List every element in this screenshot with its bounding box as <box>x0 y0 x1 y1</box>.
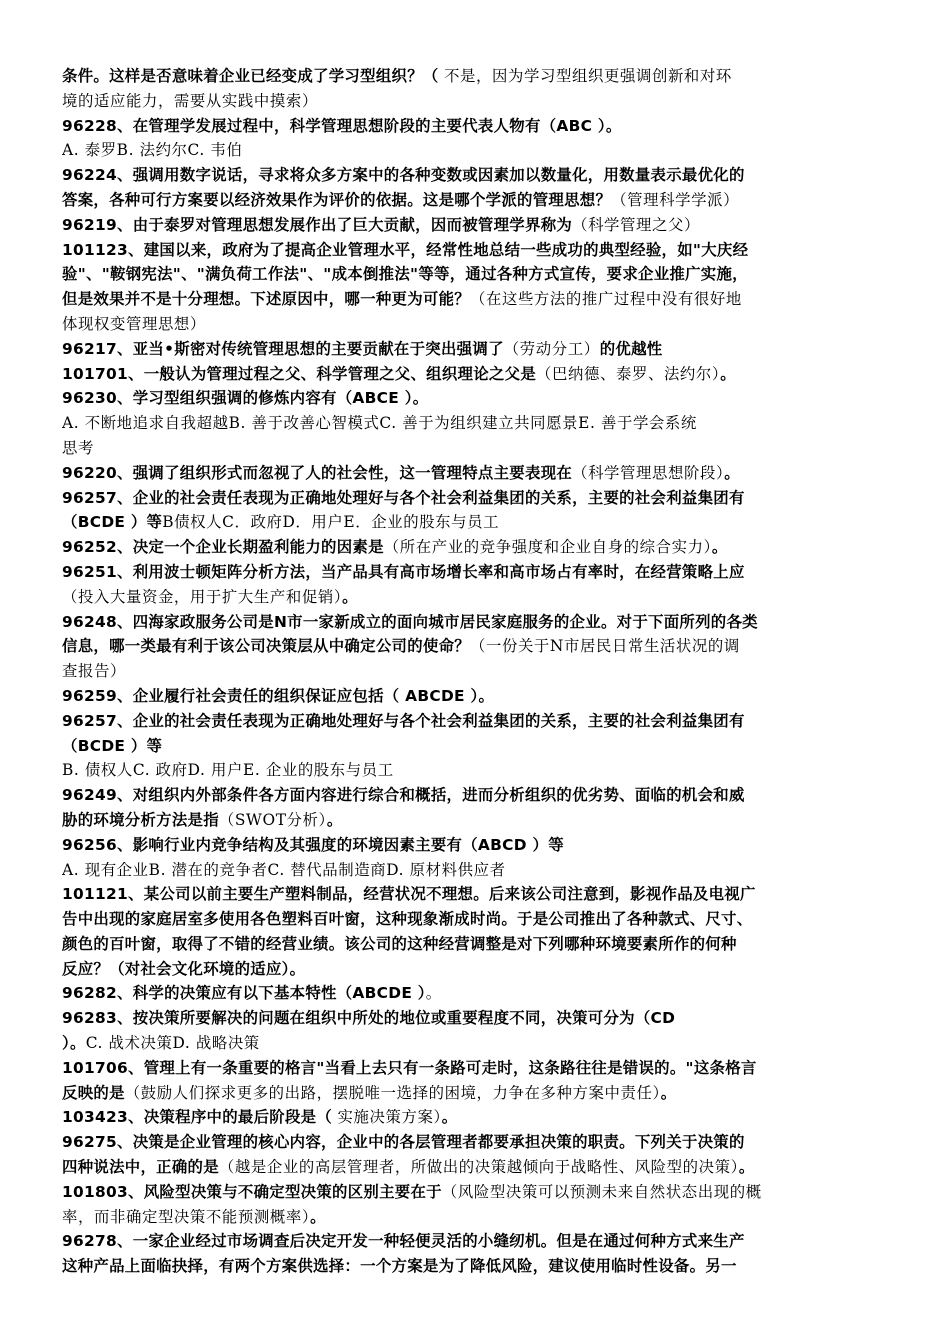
question-text: 。 <box>342 587 358 606</box>
qa-entry <box>62 882 898 981</box>
question-text: 条件。这样是否意味着企业已经变成了学习型组织？（ <box>62 67 439 85</box>
text-line <box>62 436 898 461</box>
qa-entry <box>62 337 898 362</box>
text-line <box>62 659 898 684</box>
text-line <box>62 1105 898 1130</box>
answer-text: 率，而非确定型决策不能预测概率） <box>62 1207 311 1226</box>
text-line <box>62 1254 898 1279</box>
question-text: 96259、企业履行社会责任的组织保证应包括（ ABCDE ）。 <box>62 686 495 705</box>
answer-text: （管理科学学派） <box>611 190 740 209</box>
text-line <box>62 1031 898 1056</box>
text-line <box>62 1130 898 1155</box>
question-text: 信息，哪一类最有利于该公司决策层从中确定公司的使命？ <box>62 637 470 656</box>
question-text: 。 <box>441 1108 458 1127</box>
answer-text: （SWOT分析） <box>218 810 327 829</box>
text-line <box>62 610 898 635</box>
answer-text: （在这些方法的推广过程中没有很好地 <box>469 290 742 309</box>
answer-text: （劳动分工） <box>503 339 600 358</box>
question-text: 答案，各种可行方案要以经济效果作为评价的依据。这是哪个学派的管理思想？ <box>62 190 612 209</box>
qa-entry <box>62 163 898 213</box>
question-text: 96249、对组织内外部条件各方面内容进行综合和概括，进而分析组织的优劣势、面临的机会和威 <box>62 786 745 805</box>
qa-entry <box>62 461 898 486</box>
question-text: 96256、影响行业内竞争结构及其强度的环境因素主要有（ABCD ）等 <box>62 835 564 854</box>
text-line <box>62 1006 898 1031</box>
text-line <box>62 758 898 783</box>
question-text: 101701、一般认为管理过程之父、科学管理之父、组织理论之父是 <box>62 364 537 383</box>
answer-text: （越是企业的高层管理者，所做出的决策越倾向于战略性、风险型的决策） <box>218 1158 739 1177</box>
text-line <box>62 1180 898 1205</box>
answer-text: （所在产业的竞争强度和企业自身的综合实力） <box>383 538 712 557</box>
text-line <box>62 734 898 759</box>
text-line <box>62 238 898 263</box>
text-line <box>62 833 898 858</box>
qa-entry <box>62 783 898 833</box>
qa-entry <box>62 64 898 114</box>
qa-entry <box>62 386 898 460</box>
answer-text: （鼓励人们探求更多的出路，摆脱唯一选择的困境，力争在多种方案中责任） <box>124 1083 661 1102</box>
question-text: 96252、决定一个企业长期盈利能力的因素是 <box>62 538 384 557</box>
question-text: 96219、由于泰罗对管理思想发展作出了巨大贡献，因而被管理学界称为 <box>62 215 573 234</box>
text-line <box>62 188 898 213</box>
text-line <box>62 1155 898 1180</box>
qa-entry <box>62 486 898 536</box>
text-line <box>62 907 898 932</box>
text-line <box>62 1205 898 1230</box>
question-text: 96220、强调了组织形式而忽视了人的社会性，这一管理特点主要表现在 <box>62 463 573 482</box>
question-text: 但是效果并不是十分理想。下述原因中，哪一种更为可能？ <box>62 290 470 309</box>
question-text: 。 <box>326 810 343 829</box>
option-text: A. 不断地追求自我超越B. 善于改善心智模式C. 善于为组织建立共同愿景E. 善于学会系统 <box>62 414 697 433</box>
question-text: 。 <box>711 538 728 557</box>
qa-entry <box>62 1180 898 1230</box>
text-line <box>62 1081 898 1106</box>
option-text: C. 战术决策D. 战略决策 <box>85 1034 260 1053</box>
text-line <box>62 783 898 808</box>
text-line <box>62 634 898 659</box>
text-line <box>62 362 898 387</box>
text-line <box>62 932 898 957</box>
question-text: 反应？（对社会文化环境的适应）。 <box>62 959 306 978</box>
question-text: 。 <box>660 1083 677 1102</box>
text-line <box>62 138 898 163</box>
text-line <box>62 1229 898 1254</box>
question-text: 颜色的百叶窗，取得了不错的经营业绩。该公司的这种经营调整是对下列哪种环境要素所作的何种 <box>62 934 737 953</box>
text-line <box>62 684 898 709</box>
question-text: 胁的环境分析方法是指 <box>62 810 219 829</box>
question-text: ）。 <box>62 1034 86 1053</box>
question-text: （BCDE ）等 <box>62 736 163 755</box>
qa-entry <box>62 535 898 560</box>
question-text: 验"、"鞍钢宪法"、"满负荷工作法"、"成本倒推法"等等，通过各种方式宣传，要求企业推广实施， <box>62 265 748 284</box>
text-line <box>62 957 898 982</box>
qa-entry <box>62 684 898 709</box>
text-line <box>62 585 898 610</box>
answer-text: （一份关于N市居民日常生活状况的调 <box>469 637 740 656</box>
text-line <box>62 461 898 486</box>
qa-entry <box>62 560 898 610</box>
question-text: 103423、决策程序中的最后阶段是（ <box>62 1108 333 1127</box>
question-text: 。 <box>720 364 736 383</box>
question-text: 。 <box>310 1207 326 1226</box>
qa-entry <box>62 1105 898 1130</box>
qa-entry <box>62 1006 898 1056</box>
qa-entry <box>62 1130 898 1180</box>
answer-text: （风险型决策可以预测未来自然状态出现的概 <box>441 1182 762 1201</box>
question-text: 96278、一家企业经过市场调查后决定开发一种轻便灵活的小缝纫机。但是在通过何种方式来生产 <box>62 1232 745 1251</box>
question-text: 96283、按决策所要解决的问题在组织中所处的地位或重要程度不同，决策可分为（CD <box>62 1009 676 1028</box>
option-text: A. 泰罗B. 法约尔C. 韦伯 <box>62 141 243 160</box>
text-line <box>62 287 898 312</box>
text-line <box>62 981 898 1006</box>
option-text: B债权人C．政府D．用户E．企业的股东与员工 <box>162 513 500 532</box>
question-text: 96257、企业的社会责任表现为正确地处理好与各个社会利益集团的关系，主要的社会利益集团有 <box>62 711 745 730</box>
text-line <box>62 386 898 411</box>
qa-entry <box>62 709 898 783</box>
qa-entry <box>62 833 898 883</box>
question-text: 101706、管理上有一条重要的格言"当看上去只有一条路可走时，这条路往往是错误的。"这条格言 <box>62 1058 757 1077</box>
question-text: 96282、科学的决策应有以下基本特性（ABCDE ） <box>62 984 426 1003</box>
text-line <box>62 882 898 907</box>
text-line <box>62 89 898 114</box>
answer-text: 境的适应能力，需要从实践中摸索） <box>62 91 318 110</box>
option-text: B. 债权人C. 政府D. 用户E. 企业的股东与员工 <box>62 761 394 780</box>
qa-entry <box>62 1056 898 1106</box>
text-line <box>62 1056 898 1081</box>
answer-text: 实施决策方案） <box>332 1108 442 1127</box>
question-text: 96275、决策是企业管理的核心内容，企业中的各层管理者都要承担决策的职责。下列关于决策的 <box>62 1133 745 1152</box>
answer-text: 不是，因为学习型组织更强调创新和对环 <box>438 67 732 85</box>
text-line <box>62 163 898 188</box>
answer-text: （投入大量资金，用于扩大生产和促销） <box>62 587 343 606</box>
option-text: 思考 <box>62 438 94 457</box>
qa-entry <box>62 213 898 238</box>
text-line <box>62 486 898 511</box>
question-text: 96217、亚当•斯密对传统管理思想的主要贡献在于突出强调了 <box>62 339 504 358</box>
text-line <box>62 560 898 585</box>
text-line <box>62 808 898 833</box>
qa-entry <box>62 238 898 337</box>
text-line <box>62 213 898 238</box>
text-line <box>62 337 898 362</box>
qa-entry <box>62 610 898 684</box>
question-text: 96248、四海家政服务公司是N市一家新成立的面向城市居民家庭服务的企业。对于下面所列的各类 <box>62 612 758 631</box>
question-text: 这种产品上面临抉择，有两个方案供选择：一个方案是为了降低风险，建议使用临时性设备。另一 <box>62 1257 737 1276</box>
question-text: 96257、企业的社会责任表现为正确地处理好与各个社会利益集团的关系，主要的社会利益集团有 <box>62 488 745 507</box>
question-text: 反映的是 <box>62 1083 125 1102</box>
answer-text: （巴纳德、泰罗、法约尔） <box>536 364 721 383</box>
qa-entry <box>62 981 898 1006</box>
answer-text: （科学管理思想阶段） <box>572 463 725 482</box>
question-text: 101803、风险型决策与不确定型决策的区别主要在于 <box>62 1182 442 1201</box>
question-text: 101123、建国以来，政府为了提高企业管理水平，经常性地总结一些成功的典型经验，如"大庆经 <box>62 240 749 259</box>
question-text: （BCDE ）等 <box>62 513 163 532</box>
answer-text: 。 <box>425 984 442 1003</box>
question-text: 的优越性 <box>599 339 663 358</box>
answer-text: 查报告） <box>62 662 126 681</box>
text-line <box>62 64 898 89</box>
text-line <box>62 411 898 436</box>
option-text: A. 现有企业B. 潜在的竞争者C. 替代品制造商D. 原材料供应者 <box>62 860 506 879</box>
text-line <box>62 858 898 883</box>
text-line <box>62 510 898 535</box>
answer-text: 体现权变管理思想） <box>62 314 206 333</box>
answer-text: （科学管理之父） <box>572 215 701 234</box>
question-text: 。 <box>724 463 740 482</box>
qa-entry <box>62 362 898 387</box>
question-text: 96224、强调用数字说话，寻求将众多方案中的各种变数或因素加以数量化，用数量表示最优化的 <box>62 166 745 185</box>
question-text: 101121、某公司以前主要生产塑料制品，经营状况不理想。后来该公司注意到，影视作品及电视广 <box>62 885 756 904</box>
question-text: 96230、学习型组织强调的修炼内容有（ABCE ）。 <box>62 389 429 408</box>
text-line <box>62 262 898 287</box>
qa-entry <box>62 114 898 164</box>
text-line <box>62 312 898 337</box>
question-text: 。 <box>738 1158 755 1177</box>
question-text: 告中出现的家庭居室多使用各色塑料百叶窗，这种现象渐成时尚。于是公司推出了各种款式、尺寸、 <box>62 910 753 929</box>
question-text: 96251、利用波士顿矩阵分析方法，当产品具有高市场增长率和高市场占有率时，在经营策略上应 <box>62 562 745 581</box>
question-text: 四种说法中，正确的是 <box>62 1158 219 1177</box>
text-line <box>62 535 898 560</box>
qa-entry <box>62 1229 898 1279</box>
text-line <box>62 114 898 139</box>
question-text: 96228、在管理学发展过程中，科学管理思想阶段的主要代表人物有（ABC ）。 <box>62 116 622 135</box>
text-line <box>62 709 898 734</box>
